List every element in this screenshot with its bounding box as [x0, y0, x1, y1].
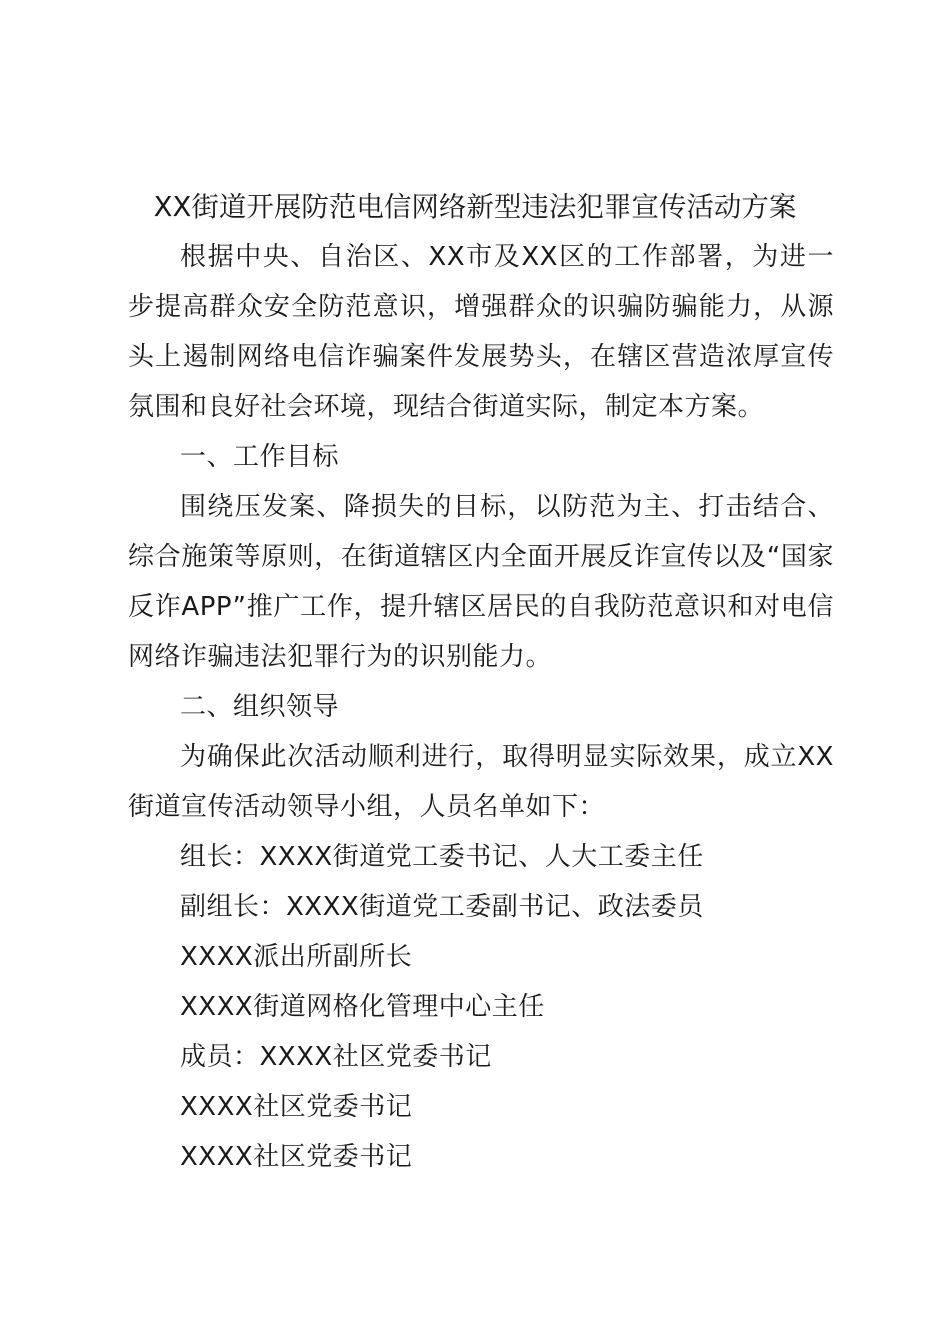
member-line: 组长：XXXX街道党工委书记、人大工委主任 — [180, 842, 704, 872]
section-heading-goals: 一、工作目标 — [180, 442, 340, 472]
member-line: XXXX社区党委书记 — [180, 1092, 413, 1122]
member-line: 成员：XXXX社区党委书记 — [180, 1042, 492, 1072]
member-line: 副组长：XXXX街道党工委副书记、政法委员 — [180, 892, 704, 922]
member-line: XXXX派出所副所长 — [180, 942, 413, 972]
document-body — [128, 232, 834, 1182]
member-line: XXXX社区党委书记 — [180, 1142, 413, 1172]
section-heading-leadership: 二、组织领导 — [180, 692, 340, 722]
intro-paragraph: 根据中央、自治区、XX市及XX区的工作部署，为进一步提高群众安全防范意识，增强群众的识骗防骗能力，从源头上遏制网络电信诈骗案件发展势头，在辖区营造浓厚宣传氛围和良好社会环境，现结合街道实际，制定本方案。 — [128, 242, 834, 422]
leadership-paragraph: 为确保此次活动顺利进行，取得明显实际效果，成立XX街道宣传活动领导小组，人员名单如下： — [128, 742, 834, 822]
member-line: XXXX街道网格化管理中心主任 — [180, 992, 545, 1022]
goals-paragraph: 围绕压发案、降损失的目标，以防范为主、打击结合、综合施策等原则，在街道辖区内全面开展反诈宣传以及“国家反诈APP”推广工作，提升辖区居民的自我防范意识和对电信网络诈骗违法犯罪行为的识别能力。 — [128, 492, 834, 672]
document-title: XX街道开展防范电信网络新型违法犯罪宣传活动方案 — [153, 191, 797, 223]
